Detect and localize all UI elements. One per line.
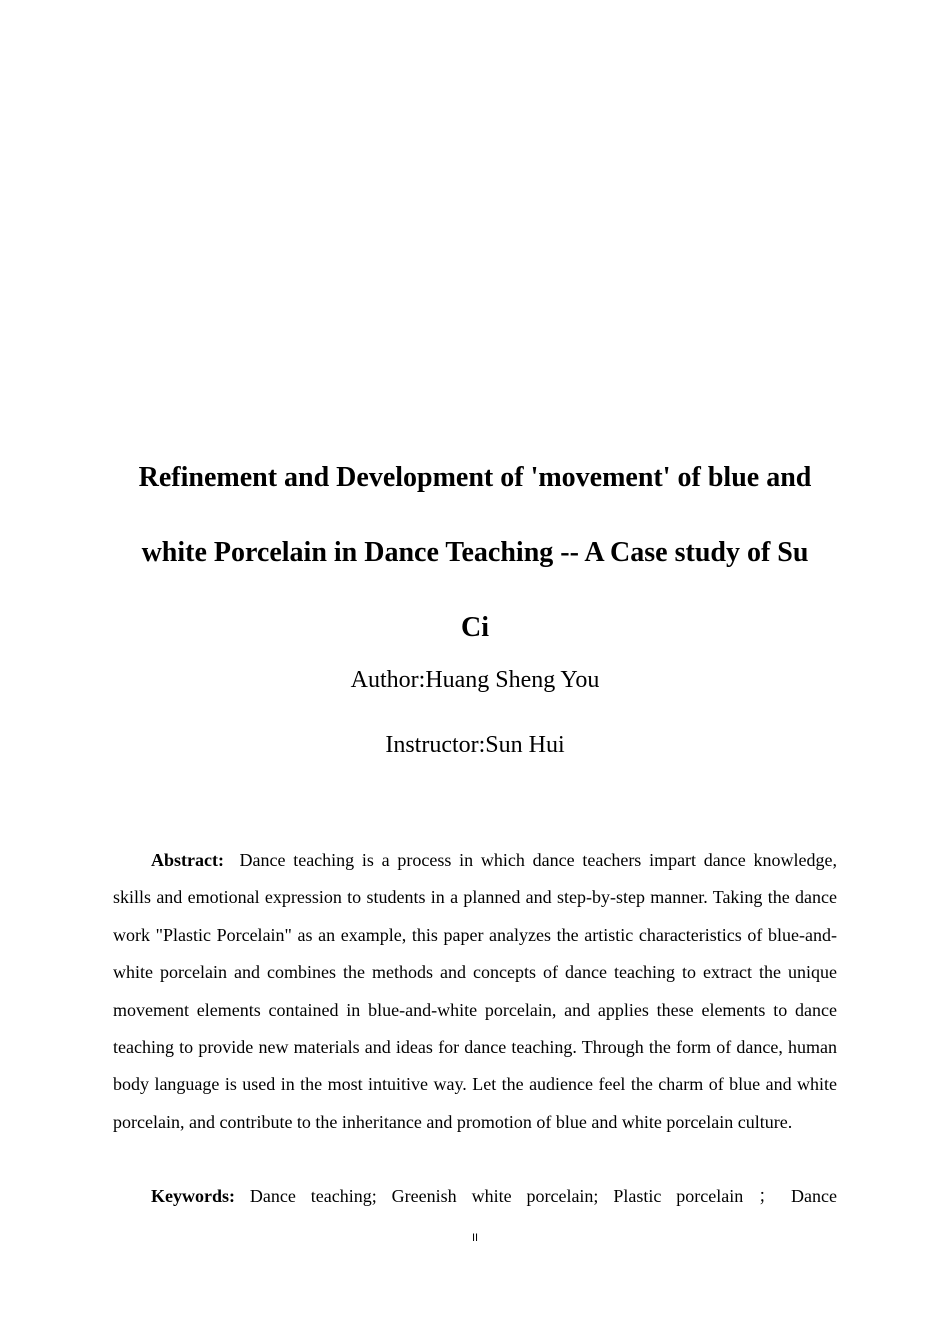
title-line-1: Refinement and Development of 'movement' of blue and bbox=[138, 462, 812, 493]
keywords-paragraph bbox=[113, 1178, 837, 1215]
keywords-label: Keywords: bbox=[151, 1186, 235, 1206]
instructor-line: Instructor:Sun Hui bbox=[385, 732, 565, 758]
page-number: II bbox=[471, 1232, 479, 1244]
abstract-paragraph bbox=[113, 842, 837, 1141]
abstract-text: Dance teaching is a process in which dance teachers impart dance knowledge, skills and emotional expression to students in a planned and step-by-step manner. Taking the dance work "Plastic Porcelain" as an example, this paper analyzes the artistic characteristics of blue-and-white porcelain and combines the methods and concepts of dance teaching to extract the unique movement elements contained in blue-and-white porcelain, and applies these elements to dance teaching to provide new materials and ideas for dance teaching. Through the form of dance, human body language is used in the most intuitive way. Let the audience feel the charm of blue and white porcelain, and contribute to the inheritance and promotion of blue and white porcelain culture. bbox=[113, 850, 837, 1132]
abstract-label: Abstract: bbox=[151, 850, 224, 870]
title-line-3: Ci bbox=[461, 612, 489, 643]
keywords-text: Dance teaching; Greenish white porcelain; Plastic porcelain ； Dance bbox=[249, 1186, 837, 1206]
author-line: Author:Huang Sheng You bbox=[350, 667, 600, 693]
title-line-2: white Porcelain in Dance Teaching -- A Case study of Su bbox=[141, 537, 809, 568]
paper-title bbox=[113, 440, 837, 665]
